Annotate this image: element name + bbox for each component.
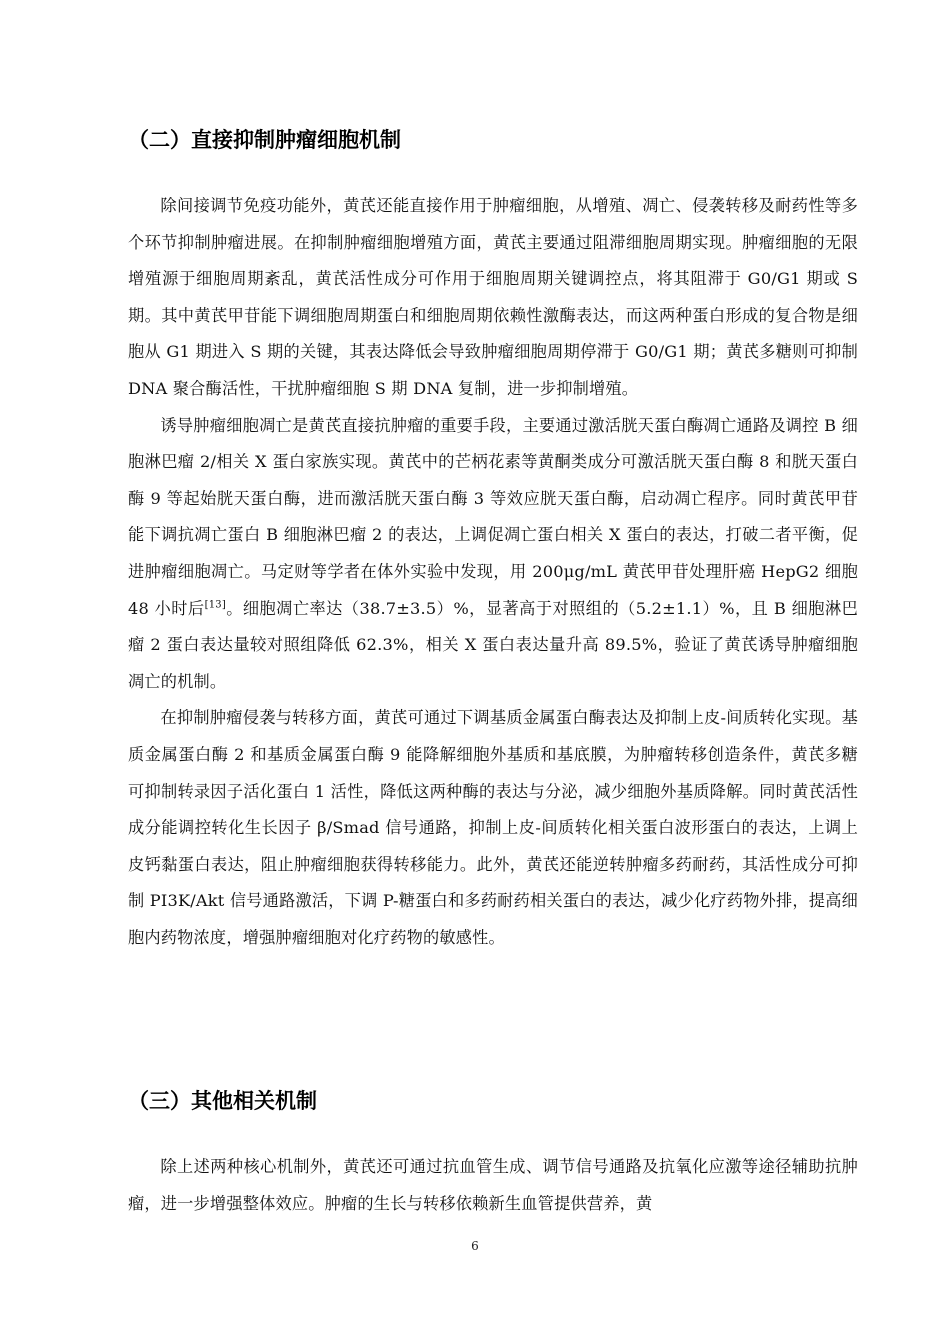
section-heading: （二）直接抑制肿瘤细胞机制 <box>128 128 401 152</box>
paragraph: 在抑制肿瘤侵袭与转移方面，黄芪可通过下调基质金属蛋白酶表达及抑制上皮-间质转化实现。基质金属蛋白酶 2 和基质金属蛋白酶 9 能降解细胞外基质和基底膜，为肿瘤转移创造条件，黄芪多糖可抑制转录因子活化蛋白 1 活性，降低这两种酶的表达与分泌，减少细胞外基质降解。同时黄芪活性成分能调控转化生长因子 β/Smad 信号通路，抑制上皮-间质转化相关蛋白波形蛋白的表达，上调上皮钙黏蛋白表达，阻止肿瘤细胞获得转移能力。此外，黄芪还能逆转肿瘤多药耐药，其活性成分可抑制 PI3K/Akt 信号通路激活，下调 P-糖蛋白和多药耐药相关蛋白的表达，减少化疗药物外排，提高细胞内药物浓度，增强肿瘤细胞对化疗药物的敏感性。 <box>128 708 858 947</box>
paragraph: 除间接调节免疫功能外，黄芪还能直接作用于肿瘤细胞，从增殖、凋亡、侵袭转移及耐药性等多个环节抑制肿瘤进展。在抑制肿瘤细胞增殖方面，黄芪主要通过阻滞细胞周期实现。肿瘤细胞的无限增殖源于细胞周期紊乱，黄芪活性成分可作用于细胞周期关键调控点，将其阻滞于 G0/G1 期或 S 期。其中黄芪甲苷能下调细胞周期蛋白和细胞周期依赖性激酶表达，而这两种蛋白形成的复合物是细胞从 G1 期进入 S 期的关键，其表达降低会导致肿瘤细胞周期停滞于 G0/G1 期；黄芪多糖则可抑制 DNA 聚合酶活性，干扰肿瘤细胞 S 期 DNA 复制，进一步抑制增殖。 <box>128 196 858 398</box>
section-body <box>128 1149 858 1222</box>
paragraph-text: 。细胞凋亡率达（38.7±3.5）%，显著高于对照组的（5.2±1.1）%，且 B 细胞淋巴瘤 2 蛋白表达量较对照组降低 62.3%，相关 X 蛋白表达量升高 89.5%，验证了黄芪诱导肿瘤细胞凋亡的机制。 <box>128 598 858 691</box>
page-number: 6 <box>471 1239 479 1253</box>
section-heading: （三）其他相关机制 <box>128 1089 317 1113</box>
paragraph: 除上述两种核心机制外，黄芪还可通过抗血管生成、调节信号通路及抗氧化应激等途径辅助抗肿瘤，进一步增强整体效应。肿瘤的生长与转移依赖新生血管提供营养，黄 <box>128 1157 858 1213</box>
section-body <box>128 188 858 956</box>
paragraph-text: 诱导肿瘤细胞凋亡是黄芪直接抗肿瘤的重要手段，主要通过激活胱天蛋白酶凋亡通路及调控 B 细胞淋巴瘤 2/相关 X 蛋白家族实现。黄芪中的芒柄花素等黄酮类成分可激活胱天蛋白酶 8 和胱天蛋白酶 9 等起始胱天蛋白酶，进而激活胱天蛋白酶 3 等效应胱天蛋白酶，启动凋亡程序。同时黄芪甲苷能下调抗凋亡蛋白 B 细胞淋巴瘤 2 的表达，上调促凋亡蛋白相关 X 蛋白的表达，打破二者平衡，促进肿瘤细胞凋亡。马定财等学者在体外实验中发现，用 200μg/mL 黄芪甲苷处理肝癌 HepG2 细胞 48 小时后 <box>128 415 858 618</box>
paragraph-with-citation <box>128 408 858 701</box>
citation-reference: [13] <box>204 599 226 611</box>
